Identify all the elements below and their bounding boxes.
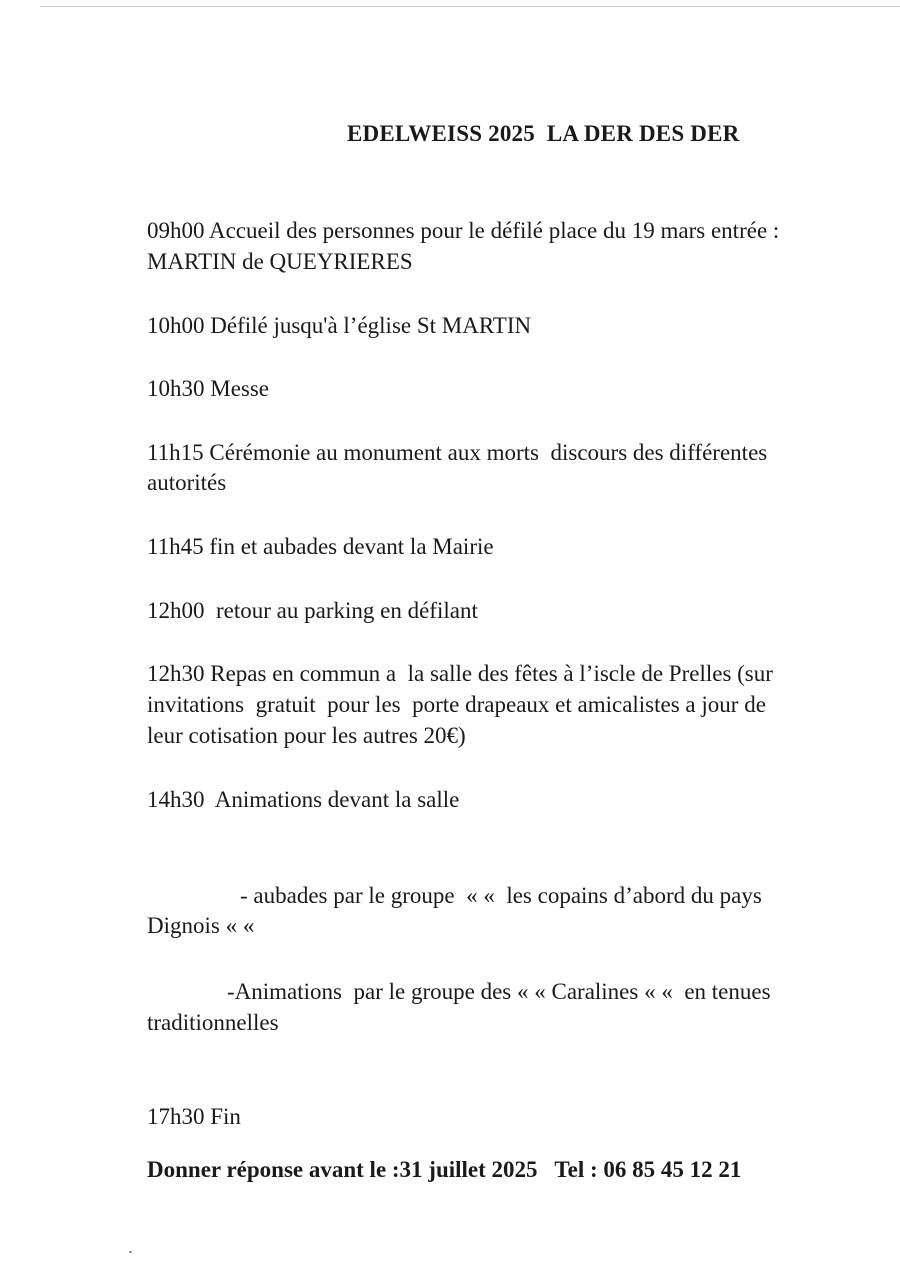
program-subitem-animations-cont: traditionnelles <box>147 1010 279 1035</box>
program-subitem-aubades-cont: Dignois « « <box>147 913 255 938</box>
scan-edge-line <box>40 6 900 7</box>
program-item-0900: 09h00 Accueil des personnes pour le défilé place du 19 mars entrée : <box>147 218 780 243</box>
program-item-1000: 10h00 Défilé jusqu'à l’église St MARTIN <box>147 313 532 338</box>
program-subitem-animations: -Animations par le groupe des « « Caralines « « en tenues <box>227 979 771 1004</box>
program-item-1230: 12h30 Repas en commun a la salle des fêtes à l’iscle de Prelles (sur <box>147 661 773 686</box>
program-item-1230-cont1: invitations gratuit pour les porte drapeaux et amicalistes a jour de <box>147 692 766 717</box>
program-item-0900-cont: MARTIN de QUEYRIERES <box>147 249 413 274</box>
response-deadline-note: Donner réponse avant le :31 juillet 2025 Tel : 06 85 45 12 21 <box>147 1157 742 1182</box>
program-item-1730: 17h30 Fin <box>147 1104 241 1129</box>
program-item-1115-cont: autorités <box>147 470 227 495</box>
program-item-1030: 10h30 Messe <box>147 376 270 401</box>
program-item-1200: 12h00 retour au parking en défilant <box>147 598 478 623</box>
scan-speck <box>129 1251 132 1253</box>
program-item-1145: 11h45 fin et aubades devant la Mairie <box>147 534 494 559</box>
program-subitem-aubades: - aubades par le groupe « « les copains d’abord du pays <box>240 883 762 908</box>
document-title: EDELWEISS 2025 LA DER DES DER <box>347 121 740 146</box>
program-item-1115: 11h15 Cérémonie au monument aux morts discours des différentes <box>147 440 768 465</box>
program-item-1430: 14h30 Animations devant la salle <box>147 787 460 812</box>
program-item-1230-cont2: leur cotisation pour les autres 20€) <box>147 723 466 748</box>
